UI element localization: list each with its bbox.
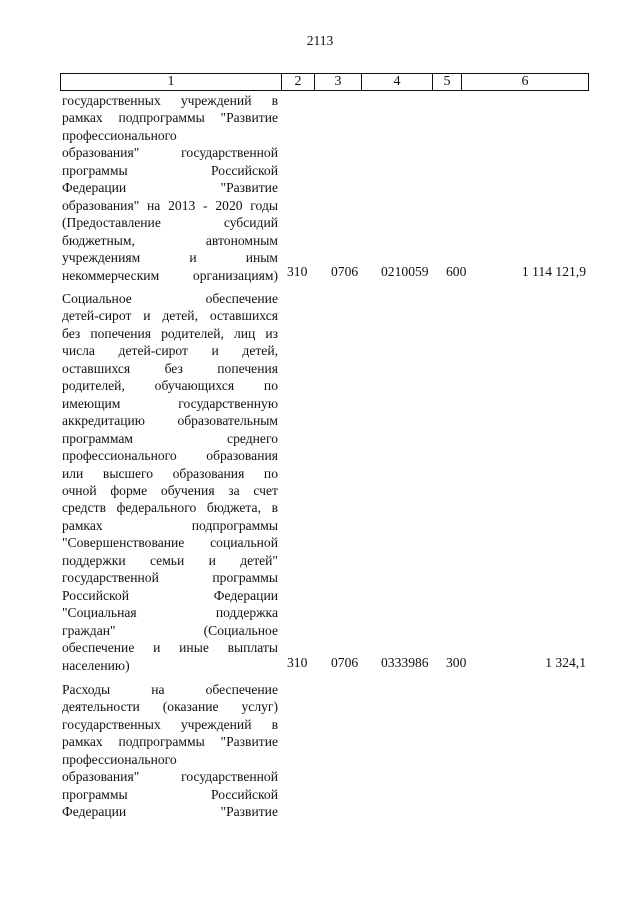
column-header-2: 2: [282, 74, 315, 91]
row-description: [62, 92, 278, 284]
description-line: Федерации "Развитие: [62, 804, 278, 820]
description-line: некоммерческим организациям): [62, 267, 278, 283]
description-line: профессионального образования: [62, 448, 278, 464]
column-header-6: 6: [462, 74, 589, 91]
description-line: программам среднего: [62, 430, 278, 446]
description-line: государственных учреждений в: [62, 93, 278, 108]
subsection-code: 0706: [331, 655, 359, 670]
amount-value: 1 324,1: [545, 655, 586, 670]
description-line: образования" государственной: [62, 769, 278, 785]
target-article-code: 0333986: [381, 655, 429, 670]
description-line: рамках подпрограммы "Развитие: [62, 110, 278, 126]
page-number: 2113: [306, 33, 334, 48]
description-line: населению): [62, 657, 130, 673]
description-line: учреждениям и иным: [62, 250, 278, 266]
description-line: (Предоставление субсидий: [62, 215, 278, 231]
description-line: государственной программы: [62, 570, 278, 586]
description-line: Расходы на обеспечение: [62, 682, 278, 697]
description-line: обеспечение и иные выплаты: [62, 640, 278, 656]
description-line: детей-сирот и детей, оставшихся: [62, 308, 278, 324]
expense-type-code: 600: [446, 264, 467, 279]
description-line: образования" на 2013 - 2020 годы: [62, 197, 278, 213]
description-line: оставшихся без попечения: [62, 360, 278, 376]
description-line: профессионального: [62, 127, 177, 143]
description-line: очной форме обучения за счет: [62, 482, 278, 498]
column-header-3: 3: [315, 74, 362, 91]
description-line: поддержки семьи и детей": [62, 552, 278, 568]
description-line: "Совершенствование социальной: [62, 535, 278, 551]
description-line: без попечения родителей, лиц из: [62, 325, 278, 341]
column-header-1: 1: [61, 74, 282, 91]
description-line: программы Российской: [62, 162, 278, 178]
subsection-code: 0706: [331, 264, 359, 279]
description-line: имеющим государственную: [62, 395, 278, 411]
description-line: рамках подпрограммы "Развитие: [62, 734, 278, 750]
description-line: профессионального: [62, 751, 177, 767]
description-line: "Социальная поддержка: [62, 605, 278, 621]
description-line: государственных учреждений в: [62, 716, 278, 732]
description-line: деятельности (оказание услуг): [62, 699, 278, 715]
description-line: рамках подпрограммы: [62, 517, 278, 533]
description-line: бюджетным, автономным: [62, 232, 278, 248]
description-line: или высшего образования по: [62, 465, 278, 481]
row-description: [62, 681, 278, 821]
column-header-table: [60, 73, 589, 91]
description-line: числа детей-сирот и детей,: [62, 343, 278, 359]
description-line: Федерации "Развитие: [62, 180, 278, 196]
description-line: образования" государственной: [62, 145, 278, 161]
description-line: Социальное обеспечение: [62, 291, 278, 306]
description-line: средств федерального бюджета, в: [62, 500, 278, 516]
row-description: [62, 290, 278, 674]
column-header-4: 4: [362, 74, 433, 91]
description-line: родителей, обучающихся по: [62, 378, 278, 394]
section-code: 310: [287, 264, 308, 279]
target-article-code: 0210059: [381, 264, 429, 279]
description-line: аккредитацию образовательным: [62, 413, 278, 429]
expense-type-code: 300: [446, 655, 467, 670]
description-line: граждан" (Социальное: [62, 622, 278, 638]
section-code: 310: [287, 655, 308, 670]
description-line: программы Российской: [62, 786, 278, 802]
column-header-5: 5: [433, 74, 462, 91]
description-line: Российской Федерации: [62, 587, 278, 603]
amount-value: 1 114 121,9: [521, 264, 586, 279]
